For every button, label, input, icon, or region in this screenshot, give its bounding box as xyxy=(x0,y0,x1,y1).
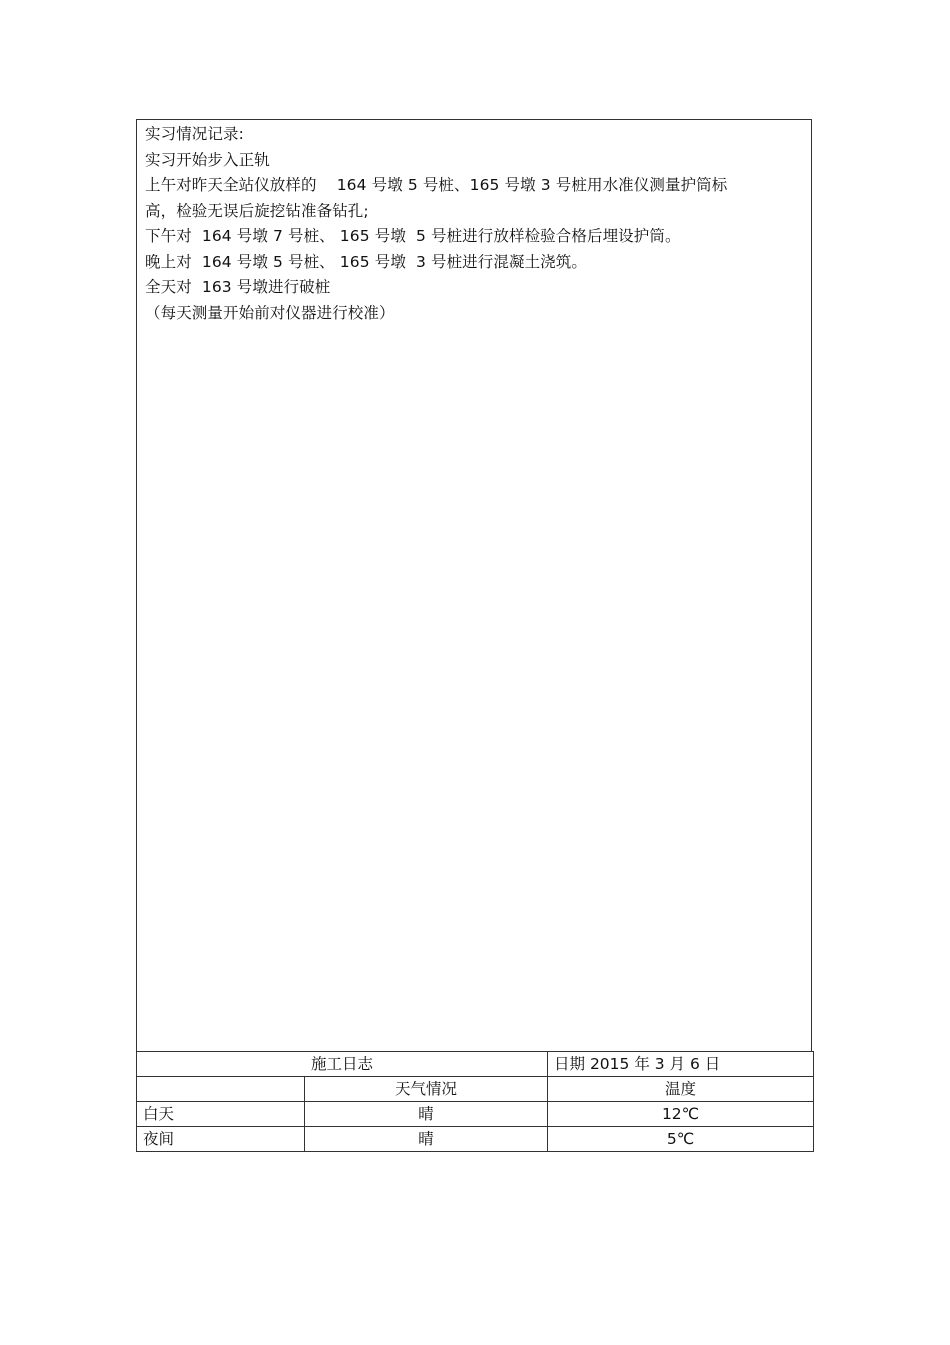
temperature-column-header: 温度 xyxy=(548,1077,814,1102)
record-line: （每天测量开始前对仪器进行校准） xyxy=(145,303,395,322)
log-header-row xyxy=(137,1052,814,1077)
record-line: 高，检验无误后旋挖钻准备钻孔; xyxy=(145,201,369,220)
table-row xyxy=(137,1127,814,1152)
record-line: 实习开始步入正轨 xyxy=(145,150,270,169)
period-label: 夜间 xyxy=(137,1127,305,1152)
record-line: 晚上对 164 号墩 5 号桩、 165 号墩 3 号桩进行混凝土浇筑。 xyxy=(145,252,587,271)
weather-value: 晴 xyxy=(305,1127,548,1152)
temperature-value: 5℃ xyxy=(548,1127,814,1152)
record-line: 下午对 164 号墩 7 号桩、 165 号墩 5 号桩进行放样检验合格后埋设护筒。 xyxy=(145,227,681,245)
construction-log-table xyxy=(136,1051,814,1152)
record-line: 上午对昨天全站仪放样的 164 号墩 5 号桩、165 号墩 3 号桩用水准仪测量护筒标 xyxy=(145,176,728,194)
weather-column-header: 天气情况 xyxy=(305,1077,548,1102)
empty-header-cell xyxy=(137,1077,305,1102)
column-header-row xyxy=(137,1077,814,1102)
weather-value: 晴 xyxy=(305,1102,548,1127)
table-row xyxy=(137,1102,814,1127)
period-label: 白天 xyxy=(137,1102,305,1127)
record-title: 实习情况记录: xyxy=(145,125,244,143)
log-title: 施工日志 xyxy=(137,1052,548,1077)
log-date: 日期 2015 年 3 月 6 日 xyxy=(548,1052,814,1077)
practice-record-box xyxy=(136,119,812,1051)
temperature-value: 12℃ xyxy=(548,1102,814,1127)
record-line: 全天对 163 号墩进行破桩 xyxy=(145,278,331,296)
